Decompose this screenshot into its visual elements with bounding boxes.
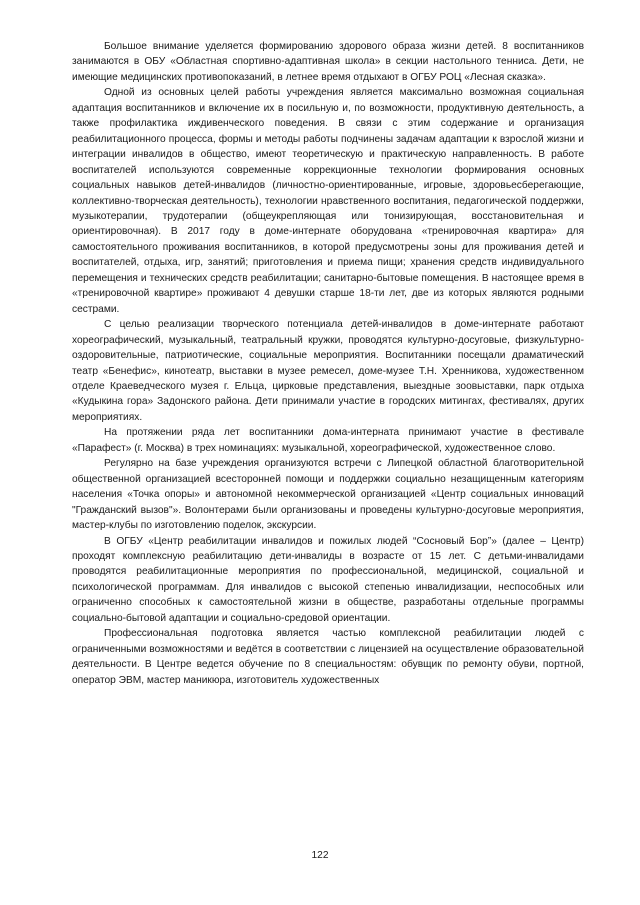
paragraph-creative-activities: С целью реализации творческого потенциала детей-инвалидов в доме-интернате работают хореографический, музыкальный, театральный кружки, проводятся культурно-досуговые, физкультурно-оздоровительные, патриотические, социальные мероприятия. Воспитанники посещали драматический театр «Бенефис», кинотеатр, выставки в музее ремесел, доме-музее Т.Н. Хренникова, художественном отделе Краеведческого музея г. Ельца, цирковые представления, выездные зоовыставки, парк отдыха «Кудыкина гора» Задонского района. Дети принимали участие в городских митингах, фестивалях, других мероприятиях. <box>72 319 584 423</box>
paragraph-health: Большое внимание уделяется формированию здорового образа жизни детей. 8 воспитанников занимаются в ОБУ «Областная спортивно-адаптивная школа» в секции настольного тенниса. Дети, не имеющие медицинских противопоказаний, в летнее время отдыхают в ОГБУ РОЦ «Лесная сказка». <box>72 41 584 83</box>
paragraph-volunteers: Регулярно на базе учреждения организуются встречи с Липецкой областной благотворительной общественной организацией всесторонней помощи и поддержки социально незащищенным категориям населения «Точка опоры» и автономной некоммерческой организацией «Центр социальных инноваций "Гражданский вызов"». Волонтерами были организованы и проведены культурно-досуговые мероприятия, мастер-клубы по изготовлению поделок, экскурсии. <box>72 458 584 532</box>
paragraph-parafest: На протяжении ряда лет воспитанники дома-интерната принимают участие в фестивале «Парафест» (г. Москва) в трех номинациях: музыкальной, хореографической, художественное слово. <box>72 427 584 454</box>
page-number: 122 <box>311 850 329 861</box>
body-text <box>72 39 584 688</box>
paragraph-professional-training: Профессиональная подготовка является частью комплексной реабилитации людей с ограниченными возможностями и ведётся в соответствии с лицензией на осуществление образовательной деятельности. В Центре ведется обучение по 8 специальностям: обувщик по ремонту обуви, портной, оператор ЭВМ, мастер маникюра, изготовитель художественных <box>72 628 584 686</box>
paragraph-social-adaptation: Одной из основных целей работы учреждения является максимально возможная социальная адаптация воспитанников и включение их в посильную и, по возможности, продуктивную деятельность, а также профилактика иждивенческого поведения. В связи с этим содержание и организация реабилитационного процесса, формы и методы работы подчинены задачам адаптации к взрослой жизни и интеграции инвалидов в общество, имеют теоретическую и практическую направленность. В работе воспитателей используются современные коррекционные технологии формирования основных социальных навыков детей-инвалидов (личностно-ориентированные, игровые, здоровьесберегающие, коллективно-творческая деятельность), технологии нравственного воспитания, педагогической поддержки, музыкотерапии, трудотерапии (общеукрепляющая или тонизирующая, восстановительная и ориентировочная). В 2017 году в доме-интернате оборудована «тренировочная квартира» для самостоятельного проживания воспитанников, в которой предусмотрены зоны для проживания детей и воспитателей, отдыха, игр, занятий; приготовления и приема пищи; хранения средств индивидуального перемещения и технических средств реабилитации; санитарно-бытовые помещения. В настоящее время в «тренировочной квартире» проживают 4 девушки старше 18-ти лет, две из которых являются родными сестрами. <box>72 87 584 315</box>
paragraph-sosnovy-bor: В ОГБУ «Центр реабилитации инвалидов и пожилых людей “Сосновый Бор”» (далее – Центр) проходят комплексную реабилитацию дети-инвалиды в возрасте от 15 лет. С детьми-инвалидами проводятся реабилитационные мероприятия по профессиональной, медицинской, социальной и психологической программам. Для инвалидов с высокой степенью инвалидизации, неспособных или ограниченно способных к самостоятельной жизни в обществе, разработаны отдельные программы социально-бытовой адаптации и социально-средовой ориентации. <box>72 535 584 624</box>
